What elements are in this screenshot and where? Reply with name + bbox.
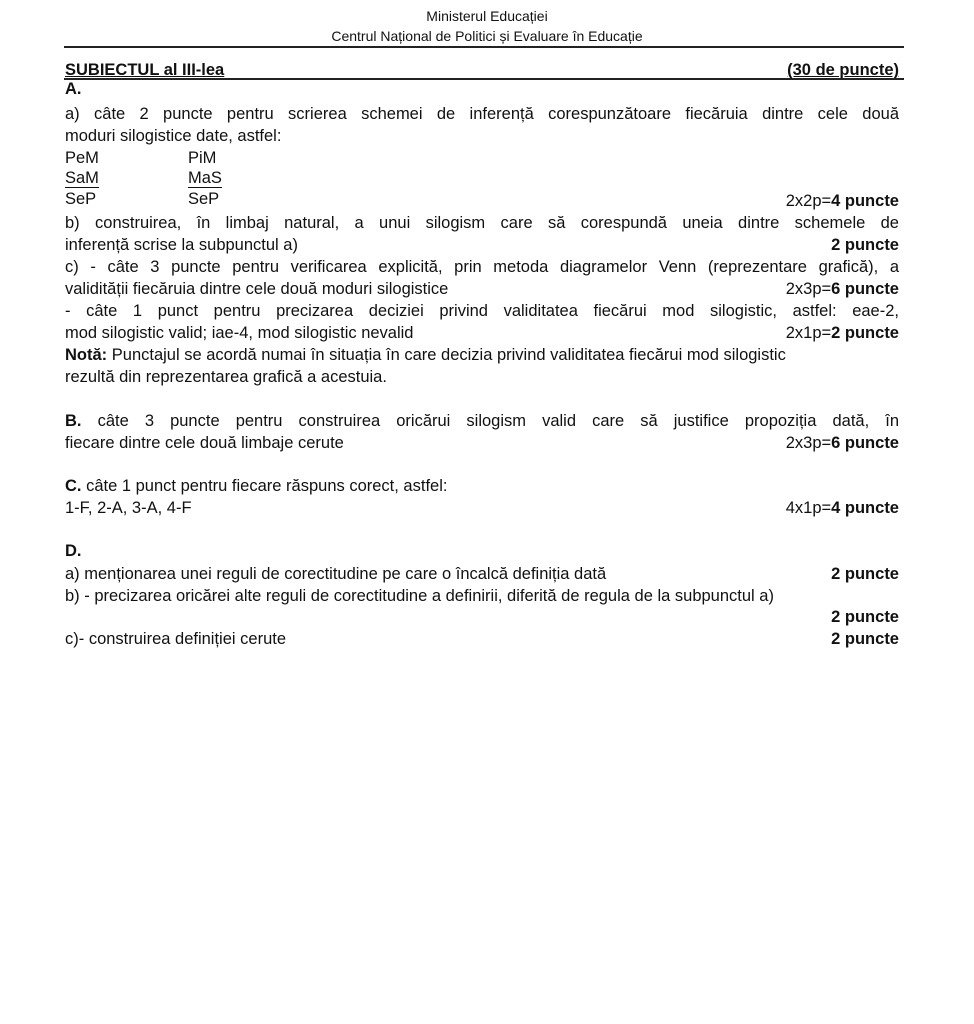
section-d-a-score: 2 puncte	[831, 565, 899, 583]
section-a-b-line2: inferență scrise la subpunctul a)	[65, 236, 298, 254]
section-d-label: D.	[65, 542, 82, 560]
section-a-c-score	[786, 279, 899, 299]
section-c-score	[786, 498, 899, 518]
section-a-c-line1: c) - câte 3 puncte pentru verificarea explicită, prin metoda diagramelor Venn (reprezentare grafică), a	[65, 258, 899, 276]
section-a-c2-line1: - câte 1 punct pentru precizarea deciziei privind validitatea fiecărui mod silogistic, astfel: eae-2,	[65, 302, 899, 320]
header-rule	[64, 46, 904, 48]
section-d-b-line: b) - precizarea oricărei alte reguli de corectitudine a definirii, diferită de regula de la subpunctul a)	[65, 587, 774, 605]
scheme2-premise2: MaS	[188, 169, 222, 187]
section-b-line2: fiecare dintre cele două limbaje cerute	[65, 434, 344, 452]
subject-points: (30 de puncte)	[787, 61, 899, 79]
section-a-b-line1: b) construirea, în limbaj natural, a unui silogism care să corespundă uneia dintre schemele de	[65, 214, 899, 232]
section-b-line1	[65, 411, 899, 431]
section-a-a-line1: a) câte 2 puncte pentru scrierea schemei de inferență corespunzătoare fiecăruia dintre cele două	[65, 105, 899, 123]
section-a-note-line2: rezultă din reprezentarea grafică a acestuia.	[65, 368, 387, 386]
section-d-a-line: a) menționarea unei reguli de corectitudine pe care o încalcă definiția dată	[65, 565, 607, 583]
section-c-line1	[65, 476, 899, 496]
section-b-text: câte 3 puncte pentru construirea oricărui silogism valid care să justifice propoziția dată, în	[81, 412, 899, 430]
section-a-label: A.	[65, 80, 82, 98]
note-label: Notă:	[65, 346, 108, 364]
section-a-a-line2: moduri silogistice date, astfel:	[65, 127, 282, 145]
section-a-c-line2: validității fiecăruia dintre cele două moduri silogistice	[65, 280, 449, 298]
section-a-b-score: 2 puncte	[831, 236, 899, 254]
section-d-c-score: 2 puncte	[831, 630, 899, 648]
subject-title: SUBIECTUL al III-lea	[65, 61, 225, 79]
scheme2-premise1: PiM	[188, 149, 217, 167]
score-formula: 4x1p=	[785, 499, 832, 517]
section-c-text: câte 1 punct pentru fiecare răspuns corect, astfel:	[81, 477, 448, 495]
scheme2-premise2-wrap	[188, 168, 222, 188]
section-a-a-score	[786, 191, 899, 211]
section-a-c2-score	[786, 323, 899, 343]
scheme1-premise2: SaM	[65, 169, 99, 187]
center-header: Centrul Național de Politici și Evaluare în Educație	[331, 28, 643, 44]
score-points: 4 puncte	[831, 192, 899, 210]
section-b-label: B.	[65, 412, 82, 430]
score-points: 2 puncte	[831, 324, 899, 342]
score-formula: 2x2p=	[785, 192, 832, 210]
section-a-c2-line2: mod silogistic valid; iae-4, mod silogistic nevalid	[65, 324, 414, 342]
scheme1-premise1: PeM	[65, 149, 99, 167]
note-text: Punctajul se acordă numai în situația în care decizia privind validitatea fiecărui mod silogistic	[107, 346, 786, 364]
score-points: 4 puncte	[831, 499, 899, 517]
score-points: 6 puncte	[831, 434, 899, 452]
section-b-score	[786, 433, 899, 453]
score-formula: 2x3p=	[785, 280, 832, 298]
score-formula: 2x1p=	[785, 324, 832, 342]
scheme2-conclusion: SeP	[188, 190, 220, 208]
score-formula: 2x3p=	[785, 434, 832, 452]
ministry-header: Ministerul Educației	[426, 8, 548, 24]
section-c-label: C.	[65, 477, 82, 495]
score-points: 6 puncte	[831, 280, 899, 298]
section-d-b-score: 2 puncte	[831, 608, 899, 626]
section-d-c-line: c)- construirea definiției cerute	[65, 630, 287, 648]
section-c-answers: 1-F, 2-A, 3-A, 4-F	[65, 499, 192, 517]
section-a-note-line1	[65, 345, 899, 365]
scheme1-conclusion: SeP	[65, 190, 97, 208]
